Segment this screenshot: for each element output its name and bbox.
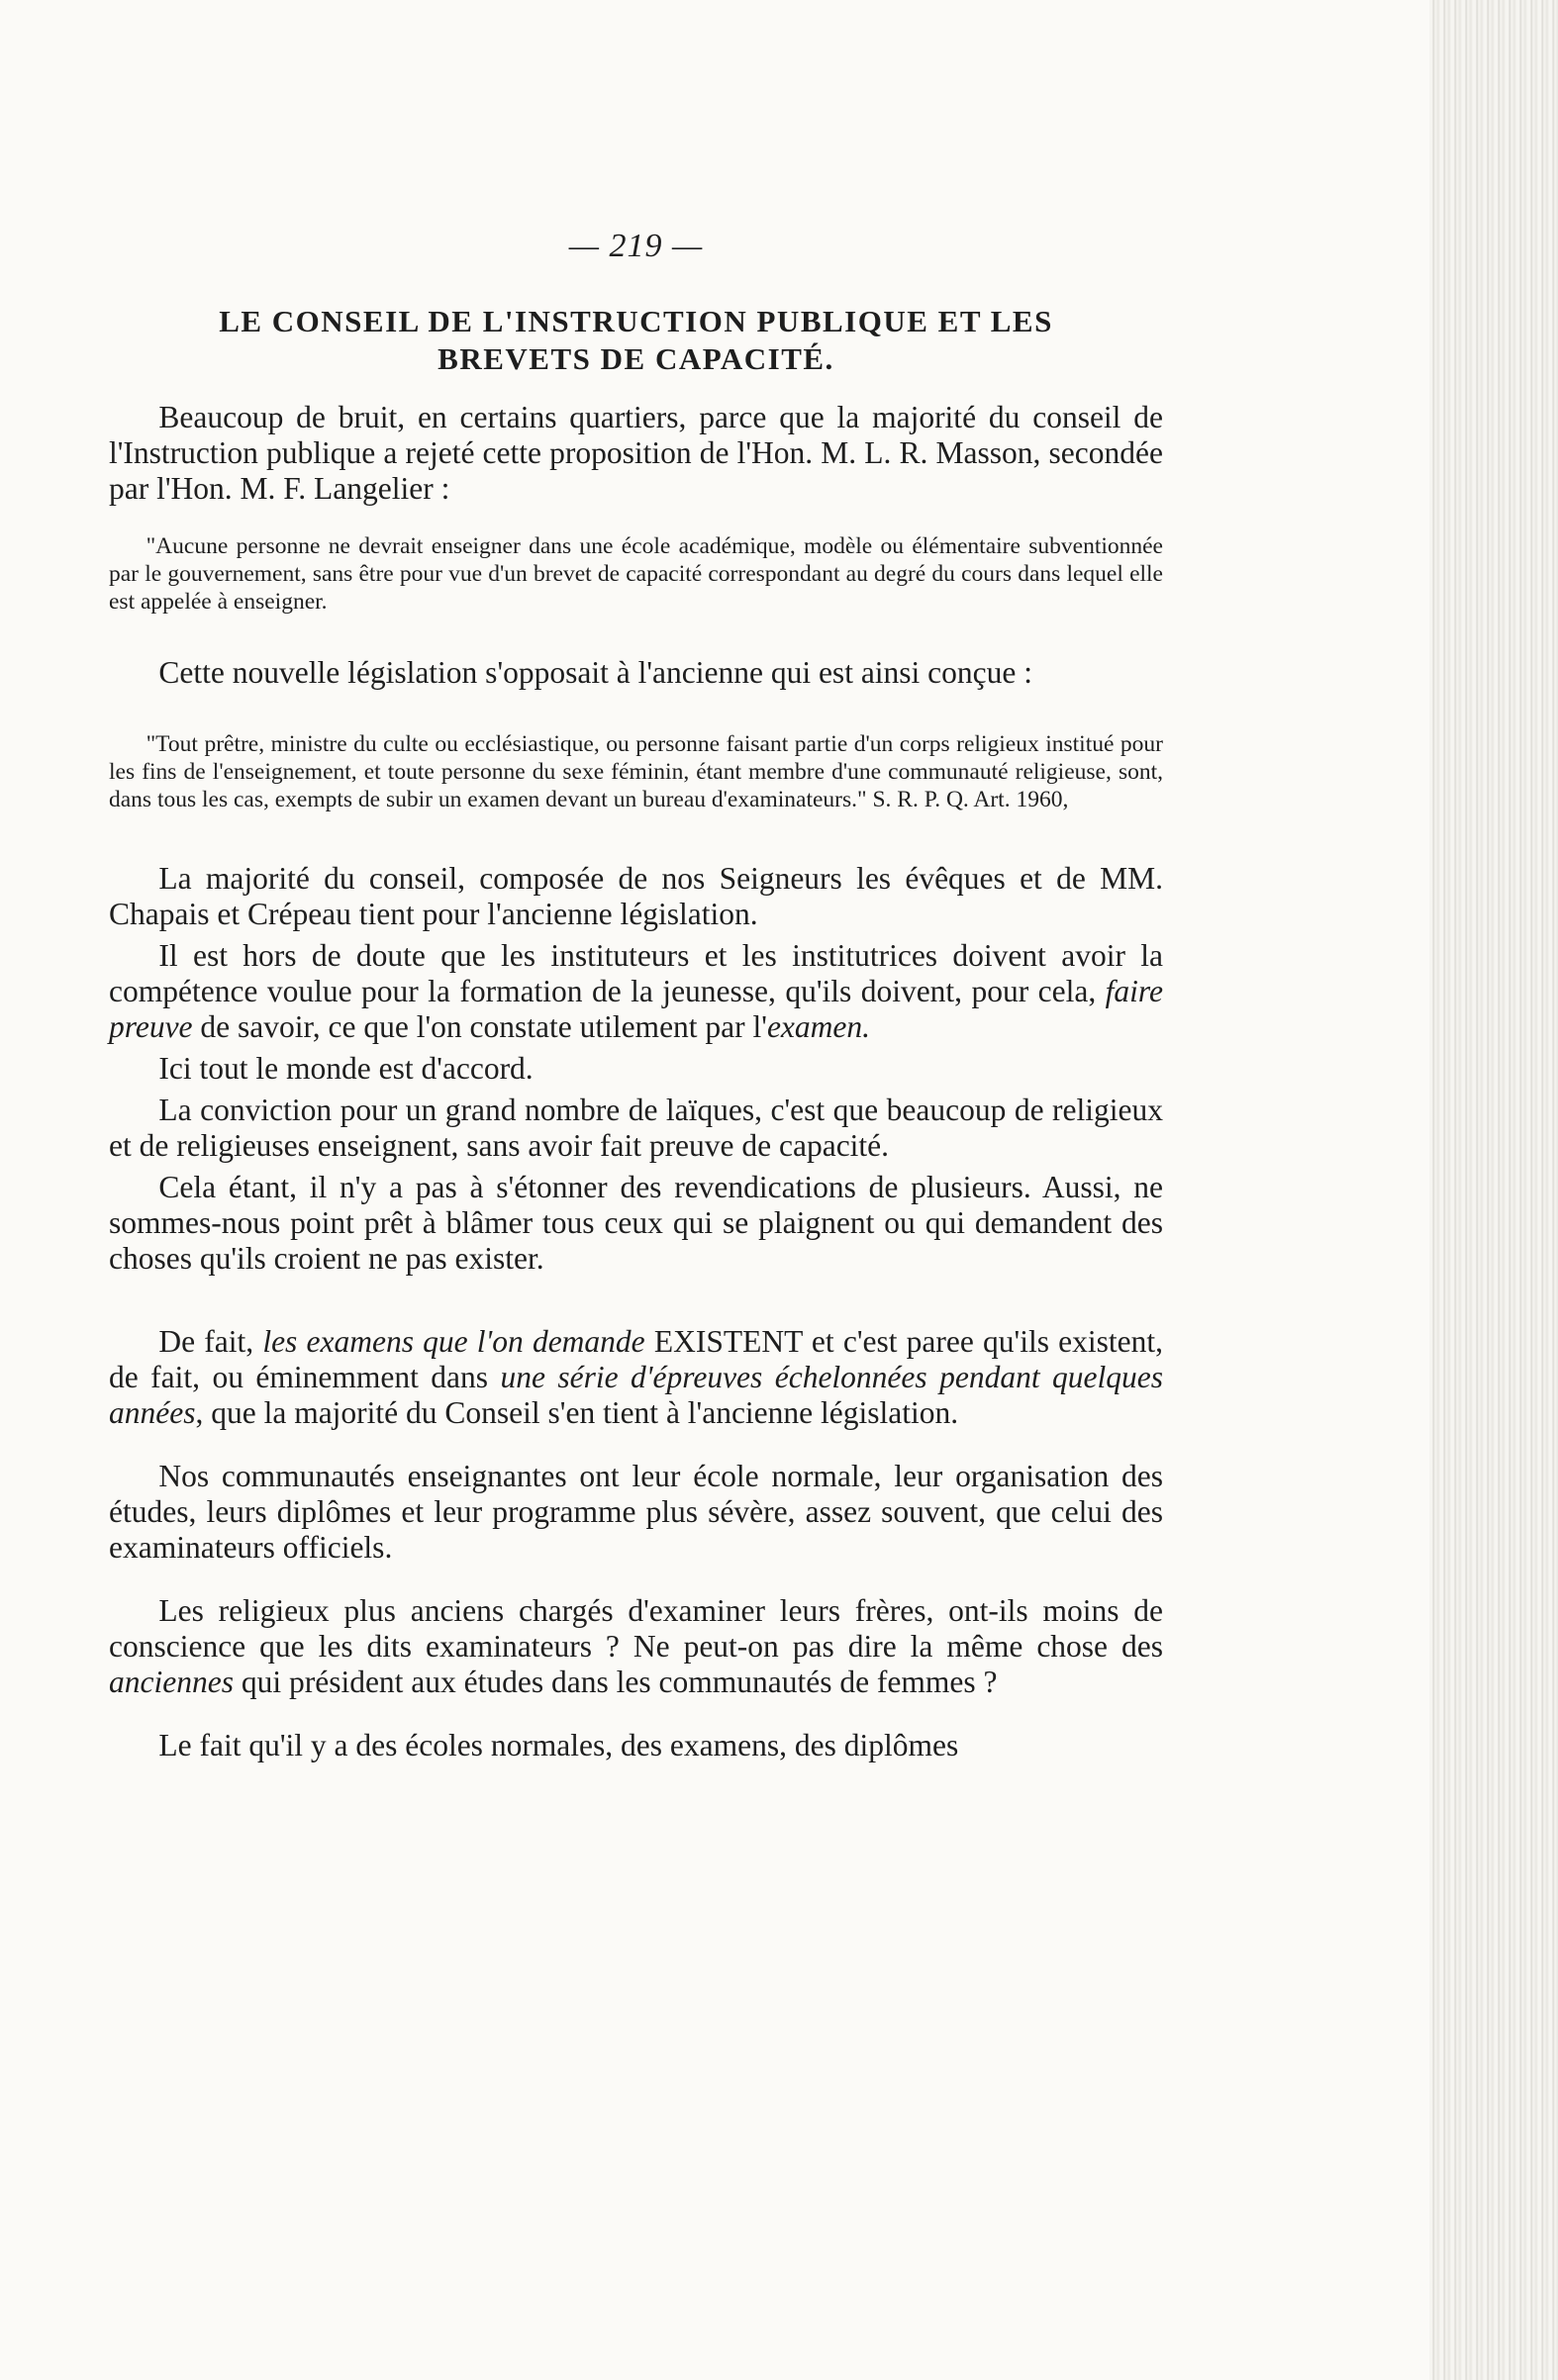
document-page (109, 228, 1163, 1763)
paragraph-9: Nos communautés enseignantes ont leur école normale, leur organisation des études, leurs diplômes et leur programme plus sévère, assez souvent, que celui des examinateurs officiels. (109, 1459, 1163, 1565)
paragraph-10-text-b: qui président aux études dans les communautés de femmes ? (233, 1665, 998, 1699)
paragraph-10-text-a: Les religieux plus anciens chargés d'examiner leurs frères, ont-ils moins de conscience que les dits examinateurs ? Ne peut-on pas dire la même chose des (109, 1593, 1163, 1664)
paragraph-8-emphasis-2: une série d'épreuves échelonnées pendant quelques années (109, 1360, 1163, 1430)
paragraph-4 (109, 938, 1163, 1045)
paragraph-4-emphasis-1: faire preuve (109, 974, 1163, 1044)
paragraph-10 (109, 1593, 1163, 1700)
paragraph-7: Cela étant, il n'y a pas à s'étonner des revendications de plusieurs. Aussi, ne sommes-nous point prêt à blâmer tous ceux qui se plaignent ou qui demandent des choses qu'ils croient ne pas exister. (109, 1170, 1163, 1276)
paragraph-8-emphasis-1: les examens que l'on demande (262, 1324, 645, 1359)
paragraph-1: Beaucoup de bruit, en certains quartiers, parce que la majorité du conseil de l'Instruction publique a rejeté cette proposition de l'Hon. M. L. R. Masson, secondée par l'Hon. M. F. Langelier : (109, 400, 1163, 506)
scan-binding-gutter (1429, 0, 1558, 2380)
paragraph-3: La majorité du conseil, composée de nos Seigneurs les évêques et de MM. Chapais et Crépeau tient pour l'ancienne législation. (109, 861, 1163, 931)
paragraph-8-text-a: De fait, (158, 1324, 263, 1359)
paragraph-4-text-b: de savoir, ce que l'on constate utilement par l' (192, 1009, 767, 1044)
paragraph-8-text-b: EXISTENT et c'est paree qu'ils existent, de fait, ou éminemment dans (109, 1324, 1163, 1394)
paragraph-2: Cette nouvelle législation s'opposait à l'ancienne qui est ainsi conçue : (158, 655, 1033, 690)
quote-proposition: "Aucune personne ne devrait enseigner dans une école académique, modèle ou élémentaire subventionnée par le gouvernement, sans être pour vue d'un brevet de capacité correspondant au degré du cours dans lequel elle est appelée à enseigner. (109, 533, 1163, 615)
paragraph-10-emphasis: anciennes (109, 1665, 234, 1699)
paragraph-8 (109, 1324, 1163, 1431)
article-title (109, 303, 1163, 378)
quote-old-law: "Tout prêtre, ministre du culte ou ecclésiastique, ou personne faisant partie d'un corps religieux institué pour les fins de l'enseignement, et toute personne du sexe féminin, étant membre d'une communauté religieuse, sont, dans tous les cas, exempts de subir un examen devant un bureau d'examinateurs." S. R. P. Q. Art. 1960, (109, 731, 1163, 812)
paragraph-8-text-c: , que la majorité du Conseil s'en tient à l'ancienne législation. (195, 1395, 959, 1430)
paragraph-4-emphasis-2: examen. (766, 1009, 871, 1044)
paragraph-6: La conviction pour un grand nombre de laïques, c'est que beaucoup de religieux et de religieuses enseignent, sans avoir fait preuve de capacité. (109, 1093, 1163, 1163)
paragraph-11: Le fait qu'il y a des écoles normales, des examens, des diplômes (158, 1728, 959, 1762)
article-title-line-2: BREVETS DE CAPACITÉ. (438, 341, 834, 376)
page-number: — 219 — (568, 228, 704, 264)
article-title-line-1: LE CONSEIL DE L'INSTRUCTION PUBLIQUE ET LES (219, 304, 1053, 338)
paragraph-5: Ici tout le monde est d'accord. (158, 1051, 534, 1086)
paragraph-4-text-a: Il est hors de doute que les instituteurs et les institutrices doivent avoir la compétence voulue pour la formation de la jeunesse, qu'ils doivent, pour cela, (109, 938, 1163, 1008)
